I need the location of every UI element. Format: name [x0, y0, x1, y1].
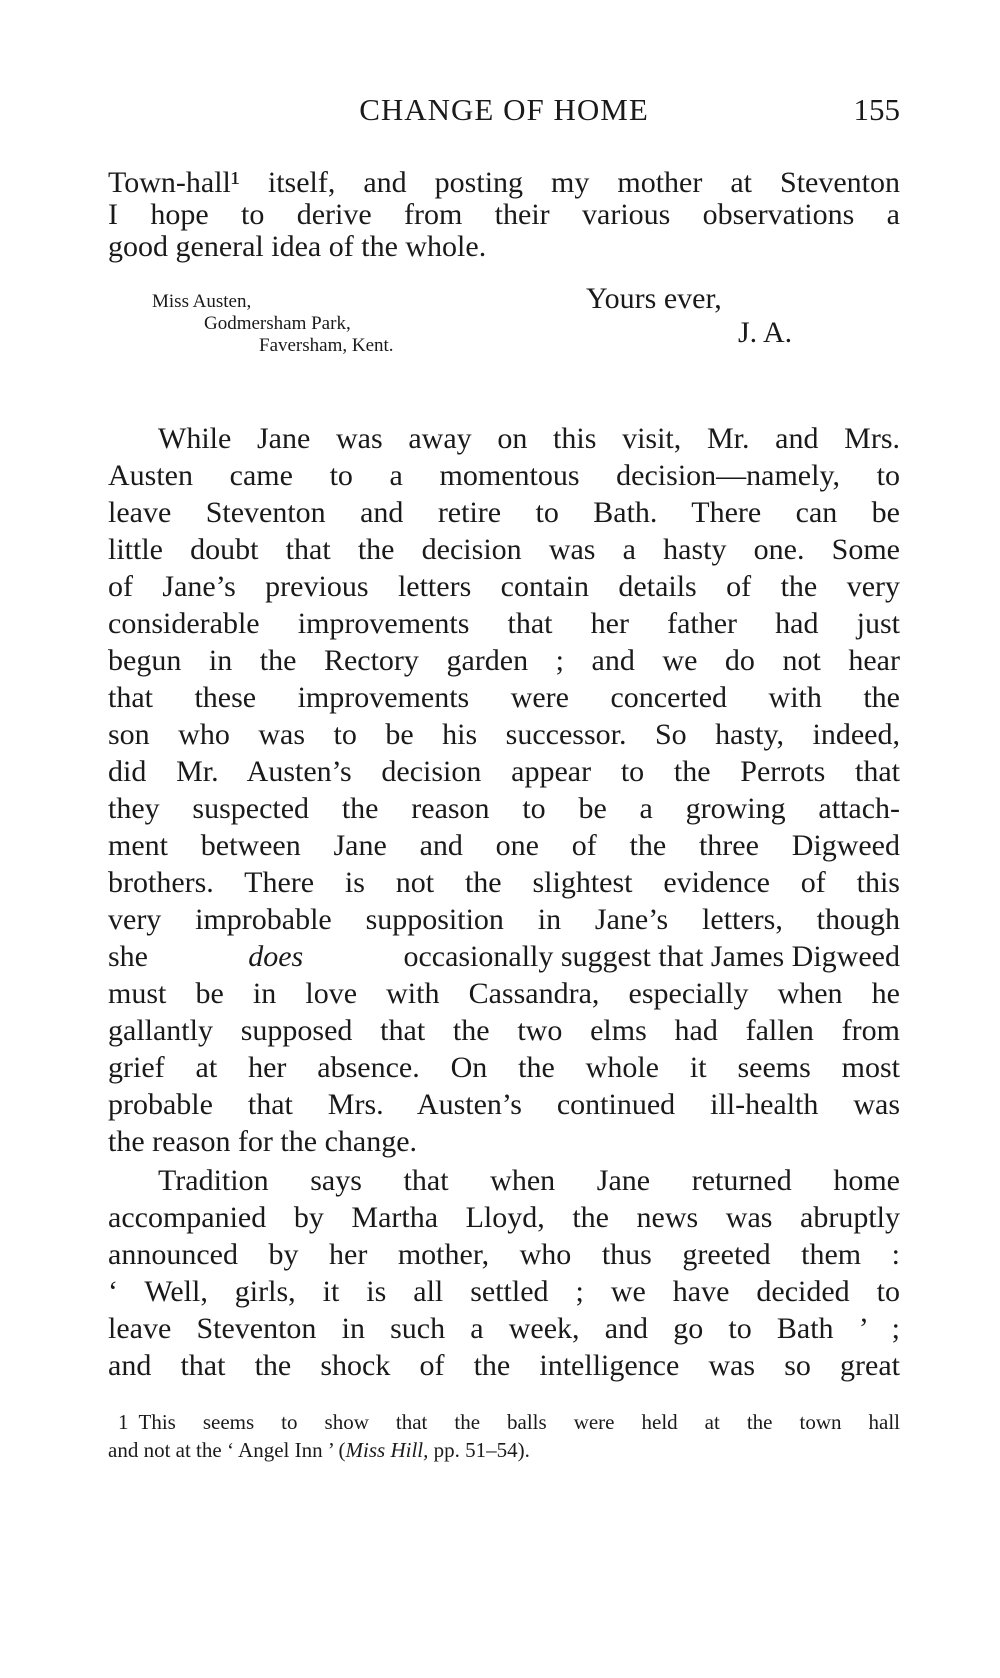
paragraph-1-line-5: of Jane’s previous letters contain details of the very	[108, 570, 900, 603]
paragraph-1-line-6: considerable improvements that her father had just	[108, 607, 900, 640]
address-line-2: Godmersham Park,	[204, 313, 351, 334]
page-number: 155	[853, 92, 900, 127]
page-header	[108, 92, 900, 142]
footnote-text-2a: and not at the ‘ Angel Inn ’ (	[108, 1438, 346, 1462]
letter-signature: J. A.	[738, 316, 793, 349]
letter-line-2: I hope to derive from their various observations a	[108, 198, 900, 231]
letter-line-3: good general idea of the whole.	[108, 230, 487, 263]
paragraph-1-line-10: did Mr. Austen’s decision appear to the Perrots that	[108, 755, 900, 788]
running-head: CHANGE OF HOME	[359, 92, 649, 127]
footnote-marker: 1	[118, 1410, 129, 1434]
paragraph-2-line-4: ‘ Well, girls, it is all settled ; we have decided to	[108, 1275, 900, 1308]
paragraph-2-line-6: and that the shock of the intelligence was so great	[108, 1349, 900, 1382]
paragraph-1-line-4: little doubt that the decision was a hasty one. Some	[108, 533, 900, 566]
footnote-text-1: This seems to show that the balls were held at the town hall	[138, 1410, 900, 1434]
line-15-end: occasionally suggest that James Digweed	[403, 940, 900, 973]
paragraph-1-line-15	[108, 938, 900, 976]
paragraph-2-line-3: announced by her mother, who thus greeted them :	[108, 1238, 900, 1271]
paragraph-2-line-1: Tradition says that when Jane returned home	[158, 1164, 900, 1197]
paragraph-1-line-1: While Jane was away on this visit, Mr. and Mrs.	[158, 422, 900, 455]
paragraph-1-line-13: brothers. There is not the slightest evidence of this	[108, 866, 900, 899]
paragraph-1-line-7: begun in the Rectory garden ; and we do not hear	[108, 644, 900, 677]
italic-word: does	[248, 940, 304, 973]
paragraph-1-line-16: must be in love with Cassandra, especially when he	[108, 977, 900, 1010]
line-15-start: she	[108, 940, 148, 973]
paragraph-1-line-8: that these improvements were concerted with the	[108, 681, 900, 714]
paragraph-1-line-18: grief at her absence. On the whole it seems most	[108, 1051, 900, 1084]
paragraph-1-line-2: Austen came to a momentous decision—namely, to	[108, 459, 900, 492]
footnote-line-1	[118, 1408, 900, 1436]
paragraph-1-line-9: son who was to be his successor. So hasty, indeed,	[108, 718, 900, 751]
paragraph-2-line-5: leave Steventon in such a week, and go to Bath ’ ;	[108, 1312, 900, 1345]
paragraph-2-line-2: accompanied by Martha Lloyd, the news was abruptly	[108, 1201, 900, 1234]
paragraph-1-line-17: gallantly supposed that the two elms had fallen from	[108, 1014, 900, 1047]
letter-closing: Yours ever,	[586, 282, 722, 315]
paragraph-1-line-20: the reason for the change.	[108, 1125, 418, 1158]
letter-line-1: Town-hall¹ itself, and posting my mother at Steventon	[108, 166, 900, 199]
paragraph-1-line-14: very improbable supposition in Jane’s letters, though	[108, 903, 900, 936]
address-line-1: Miss Austen,	[152, 291, 252, 312]
paragraph-1-line-19: probable that Mrs. Austen’s continued ill-health was	[108, 1088, 900, 1121]
paragraph-1-line-3: leave Steventon and retire to Bath. There can be	[108, 496, 900, 529]
footnote-text-2c: pp. 51–54).	[428, 1438, 530, 1462]
paragraph-1-line-11: they suspected the reason to be a growing attach-	[108, 792, 900, 825]
footnote-line-2	[108, 1436, 900, 1464]
footnote-italic-title: Miss Hill,	[345, 1438, 429, 1462]
address-line-3: Faversham, Kent.	[259, 335, 394, 356]
paragraph-1-line-12: ment between Jane and one of the three Digweed	[108, 829, 900, 862]
